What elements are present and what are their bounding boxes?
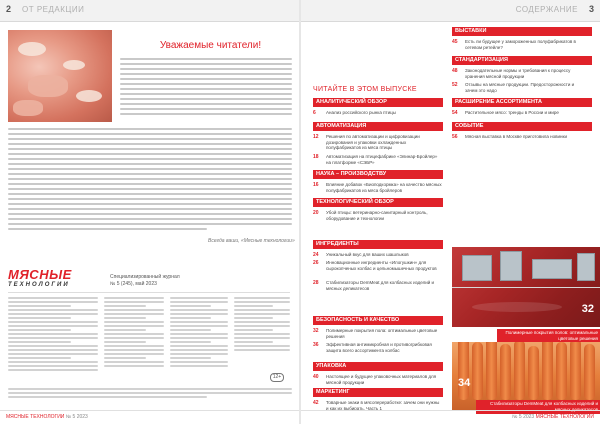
toc-item[interactable] <box>313 400 442 410</box>
right-section-label: СОДЕРЖАНИЕ <box>515 5 578 14</box>
sausage-photo-number: 34 <box>458 377 471 389</box>
toc-page-number: 12 <box>313 134 319 140</box>
toc-item[interactable] <box>313 182 442 194</box>
imprint-column-3 <box>170 297 228 369</box>
toc-category-science: НАУКА – ПРОИЗВОДСТВУ <box>313 170 443 179</box>
toc-article-title: Влияние добавок «Биоподкормка» на качество мясных полуфабрикатов из мяса бройлеров <box>326 182 442 193</box>
toc-page-number: 52 <box>452 82 458 88</box>
floor-photo-caption: Полимерные покрытия полов: оптимальные цветовые решения <box>497 329 600 343</box>
toc-page-number: 36 <box>313 342 319 348</box>
toc-article-title: Полимерные покрытия пола: оптимальные цветовые решения <box>326 328 438 339</box>
toc-article-title: Настоящее и будущее упаковочных материалов для мясной продукции <box>326 374 437 385</box>
toc-page-number: 24 <box>313 252 319 258</box>
editorial-body <box>8 128 292 233</box>
toc-article-title: Мясная выставка в Москве приготовила новинки <box>465 134 568 139</box>
toc-item[interactable] <box>313 260 442 278</box>
toc-page-number: 32 <box>313 328 319 334</box>
toc-item[interactable] <box>313 280 442 292</box>
toc-item[interactable] <box>313 154 442 166</box>
left-footer-brand: МЯСНЫЕ ТЕХНОЛОГИИ <box>6 414 65 420</box>
toc-item[interactable] <box>313 374 442 386</box>
toc-article-title: Инновационные ингредиенты «Илогушкин» для сырокопченых колбас и цельномышечных продуктов <box>326 260 437 271</box>
left-page <box>0 0 299 424</box>
toc-category-automation: АВТОМАТИЗАЦИЯ <box>313 122 443 131</box>
toc-page-number: 28 <box>313 280 319 286</box>
logo-subline: ТЕХНОЛОГИИ <box>8 282 70 288</box>
toc-article-title: Автоматизация на птицефабрике «Элинар-Бройлер» на платформе «СЭБР» <box>326 154 438 165</box>
editorial-title: Уважаемые читатели! <box>159 40 262 51</box>
toc-item[interactable] <box>313 342 442 360</box>
left-footer-issue: № 5 2023 <box>65 414 88 420</box>
issue-info-line: Специализированный журнал <box>110 274 180 280</box>
toc-item[interactable] <box>313 328 442 340</box>
issue-info-line: № 5 (245), май 2023 <box>110 281 157 287</box>
editorial-body-top <box>120 58 292 118</box>
toc-page-number: 45 <box>452 39 458 45</box>
left-footer-bar <box>0 410 299 424</box>
toc-category-tech-review: ТЕХНОЛОГИЧЕСКИЙ ОБЗОР <box>313 198 443 207</box>
floor-photo-number: 32 <box>581 303 594 315</box>
imprint-column-4 <box>234 297 290 353</box>
toc-category-safety: БЕЗОПАСНОСТЬ И КАЧЕСТВО <box>313 316 443 325</box>
toc-item[interactable] <box>313 210 442 222</box>
toc-article-title: Эффективная антимикробная и противогрибковая защита всего ассортимента колбас <box>326 342 432 353</box>
toc-article-title: Растительное мясо: тренды в России и мире <box>465 110 559 115</box>
toc-article-title: Уникальный вкус для ваших шашлыков <box>326 252 409 257</box>
toc-item[interactable] <box>452 68 581 80</box>
toc-page-number: 20 <box>313 210 319 216</box>
floor-coating-photo <box>452 247 600 327</box>
toc-article-title: Отзывы на мясные продукции. Предосторожности и зачем это надо <box>465 82 575 93</box>
toc-category-assortment: РАСШИРЕНИЕ АССОРТИМЕНТА <box>452 98 592 107</box>
left-section-label: ОТ РЕДАКЦИИ <box>22 5 85 14</box>
left-page-number: 2 <box>6 4 12 14</box>
right-footer-brand: МЯСНЫЕ ТЕХНОЛОГИИ <box>535 414 594 420</box>
imprint-column-2 <box>104 297 164 369</box>
toc-category-standardization: СТАНДАРТИЗАЦИЯ <box>452 56 592 65</box>
toc-item[interactable] <box>313 134 442 152</box>
toc-article-title: Законодательные нормы и требования к процессу хранения мясной продукции <box>465 68 571 79</box>
toc-item[interactable] <box>452 39 581 51</box>
imprint-divider <box>8 292 290 293</box>
toc-page-number: 48 <box>452 68 458 74</box>
toc-item[interactable] <box>313 252 442 259</box>
toc-item[interactable] <box>452 110 581 117</box>
issue-info <box>110 274 180 288</box>
toc-page-number: 42 <box>313 400 319 406</box>
imprint-disclaimer <box>8 388 292 400</box>
toc-page-number: 56 <box>452 134 458 140</box>
imprint-column-1 <box>8 297 98 373</box>
sausage-photo-caption: Стабилизаторы DemMeat для колбасных изделий и мясных деликатесов <box>476 400 600 414</box>
toc-article-title: Решения по автоматизации и цифровизации дозирования и упаковки охлажденных полуфабрикатов из мяса птицы <box>326 134 420 150</box>
toc-category-analytics: АНАЛИТИЧЕСКИЙ ОБЗОР <box>313 98 443 107</box>
toc-item[interactable] <box>313 110 442 118</box>
right-footer-issue: № 5 2023 <box>512 414 535 420</box>
toc-page-number: 18 <box>313 154 319 160</box>
right-page <box>301 0 600 424</box>
toc-item[interactable] <box>452 134 581 141</box>
left-header-bar <box>0 0 299 22</box>
toc-article-title: Убой птицы: ветеринарно-санитарный контроль, оборудование и технологии <box>326 210 428 221</box>
toc-article-title: Есть ли будущее у замороженных полуфабрикатов в сетевом ретейле? <box>465 39 576 50</box>
left-footer-text <box>6 414 88 420</box>
toc-article-title: Товарные знаки в мясопереработке: зачем они нужны и как их выбирать. Часть 1 <box>326 400 440 411</box>
toc-category-ingredients: ИНГРЕДИЕНТЫ <box>313 240 443 249</box>
toc-page-number: 40 <box>313 374 319 380</box>
toc-category-packaging: УПАКОВКА <box>313 362 443 371</box>
toc-item[interactable] <box>452 82 581 94</box>
right-header-bar <box>301 0 600 22</box>
toc-article-title: Анализ российского рынка птицы <box>326 110 396 115</box>
toc-category-event: СОБЫТИЕ <box>452 122 592 131</box>
logo-wordmark: МЯСНЫЕ <box>8 267 72 282</box>
toc-page-number: 6 <box>313 110 316 116</box>
toc-category-exhibition: ВЫСТАВКИ <box>452 27 592 36</box>
toc-article-title: Стабилизаторы DemMeat для колбасных изделий и мясных деликатесов <box>326 280 435 291</box>
right-page-number: 3 <box>588 4 594 14</box>
age-rating-badge: 12+ <box>270 373 284 382</box>
toc-category-marketing: МАРКЕТИНГ <box>313 388 443 397</box>
toc-page-number: 26 <box>313 260 319 266</box>
meat-photo <box>8 30 112 122</box>
toc-title: ЧИТАЙТЕ В ЭТОМ ВЫПУСКЕ <box>313 86 417 93</box>
editorial-signature: Всегда ваши, «Мясные технологии» <box>208 238 295 244</box>
right-footer-bar <box>301 410 600 424</box>
magazine-logo <box>8 268 118 288</box>
toc-page-number: 16 <box>313 182 319 188</box>
right-footer-text <box>512 414 594 420</box>
toc-page-number: 54 <box>452 110 458 116</box>
